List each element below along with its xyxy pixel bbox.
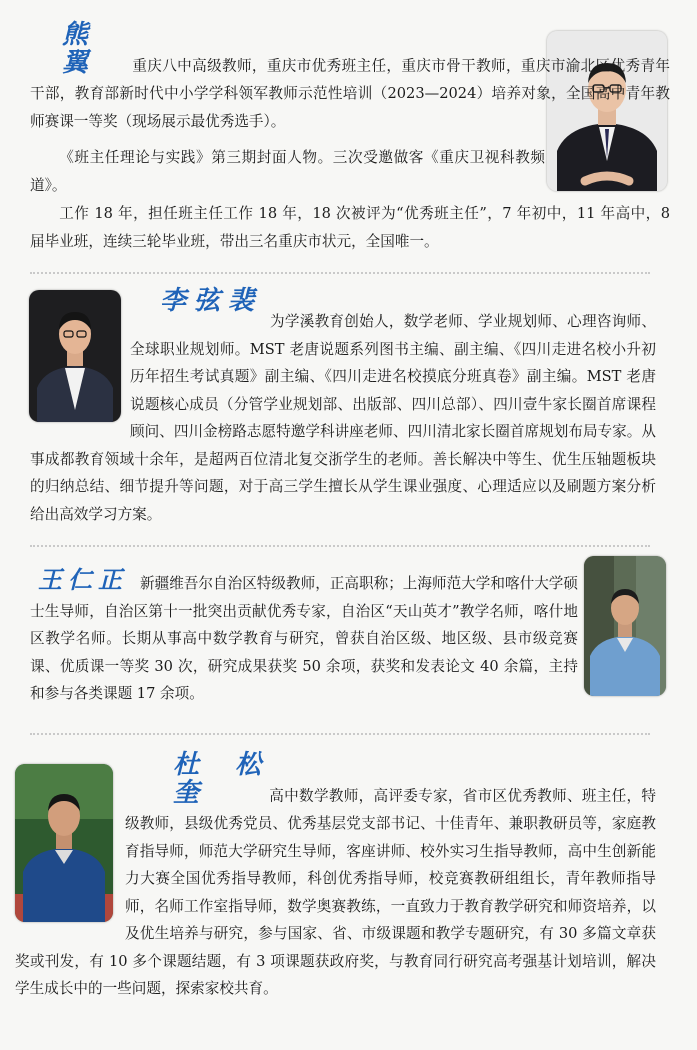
bio-intro-xiong-yi: 重庆八中高级教师，重庆市优秀班主任，重庆市骨干教师，重庆市渝北区优秀青年干部，教育部新时代中小学学科领军教师示范性培训（2023—2024）培养对象，全国高中青年教师赛课一等奖（现场展示最优秀选手）。: [30, 57, 670, 130]
bio-para2-xiong-yi: 《班主任理论与实践》第三期封面人物。三次受邀做客《重庆卫视科教频道》。: [30, 149, 545, 194]
divider-1: [30, 272, 650, 274]
bio-name-li-xianfei: 李弦裴: [160, 286, 263, 316]
bio-xiong-yi: [0, 22, 697, 262]
bio-intro-li-xianfei-wrap: [30, 288, 656, 528]
bio-name-wang-renzheng: 王仁正: [38, 565, 128, 594]
bio-intro-li-xianfei: 为学溪教育创始人，数学老师、学业规划师、心理咨询师、全球职业规划师。MST 老唐说题系列图书主编、副主编、《四川走进名校小升初历年招生考试真题》副主编、《四川走进名校摸底分班真卷》副主编。MST 老唐说题核心成员（分管学业规划部、出版部、四川总部）、四川壹牛家长圈首席课程顾问、四川金榜路志愿特邀学科讲座老师、四川清北家长圈首席规划布局专家。从事成都教育领域十余年，是超两百位清北复交浙学生的老师。善长解决中等生、优生压轴题板块的归纳总结、细节提升等问题，对于高三学生擅长从学生课业强度、心理适应以及刷题方案分析给出高效学习方案。: [30, 313, 656, 523]
bio-text-wang-renzheng: [30, 566, 578, 708]
bio-name-xiong-yi: 熊 翼: [62, 20, 107, 78]
bio-text-xiong-yi: [30, 22, 670, 135]
bio-du-songkui: [0, 752, 697, 1032]
portrait-wang-renzheng-image: [584, 556, 666, 696]
divider-3: [30, 733, 650, 735]
bio-intro-wang-renzheng: 新疆维吾尔自治区特级教师，正高职称；上海师范大学和喀什大学硕士生导师，自治区第十一批突出贡献优秀专家，自治区“天山英才”教学名师，喀什地区教学名师。长期从事高中数学教育与研究，曾获自治区级、地区级、县市级竞赛课、优质课一等奖 30 次，研究成果获奖 50 余项，获奖和发表论文 40 余篇，主持和参与各类课题 17 余项。: [30, 575, 578, 702]
bio-text-du-songkui: [15, 752, 656, 1003]
portrait-photo-wang-renzheng: [584, 556, 666, 696]
bio-name-du-songkui: 杜松奎: [173, 750, 269, 808]
bio-wang-renzheng: [0, 566, 697, 716]
bio-li-xianfei: [0, 288, 697, 536]
bio-intro-du-songkui: 高中数学教师，高评委专家，省市区优秀教师、班主任，特级教师，县级优秀党员、优秀基层党支部书记、十佳青年、兼职教研员等，家庭教育指导师，师范大学研究生导师，客座讲师、校外实习生指导教师，高中生创新能力大赛全国优秀指导教师，科创优秀指导师，校竞赛教研组组长，青年教师指导师，名师工作室指导师，数学奥赛教练，一直致力于教育教学研究和师资培养，以及优生培养与研究，参与国家、省、市级课题和教学专题研究，有 30 多篇文章获奖或刊发，有 10 多个课题结题，有 3 项课题获政府奖，与教育同行研究高考强基计划培训，解决学生成长中的一些问题，探索家校共育。: [15, 787, 656, 997]
divider-2: [30, 545, 650, 547]
bio-para3-xiong-yi: 工作 18 年，担任班主任工作 18 年，18 次被评为“优秀班主任”，7 年初中，11 年高中，8 届毕业班，连续三轮毕业班，带出三名重庆市状元，全国唯一。: [30, 205, 670, 250]
